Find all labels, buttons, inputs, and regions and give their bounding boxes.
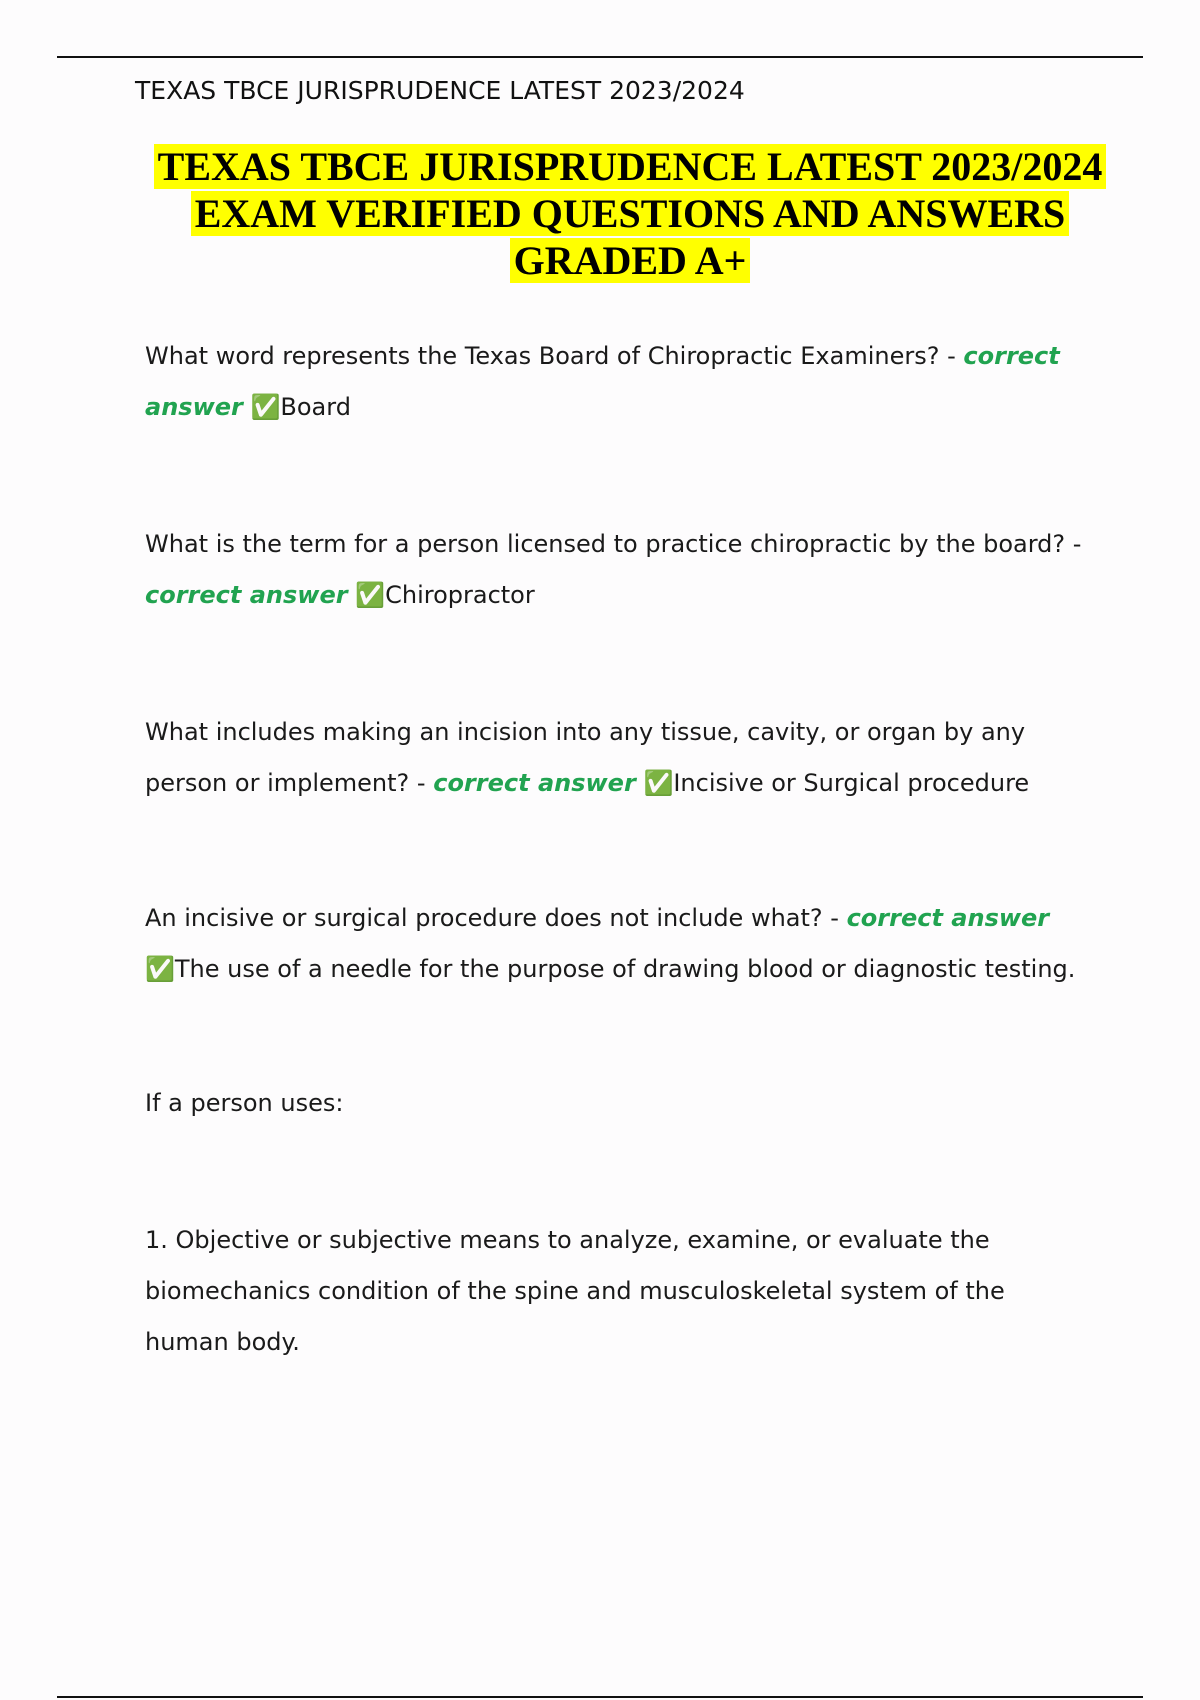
question-text: What includes making an incision into any tissue, cavity, or organ by any person or implement? -	[145, 718, 1026, 797]
qa-item-1	[145, 331, 1095, 433]
answer-text: The use of a needle for the purpose of drawing blood or diagnostic testing.	[174, 955, 1076, 983]
check-icon: ✅	[355, 581, 386, 609]
header-rule	[57, 56, 1143, 58]
document-title	[150, 143, 1110, 284]
question-text: An incisive or surgical procedure does not include what? -	[145, 904, 847, 932]
answer-text: Board	[280, 393, 351, 421]
answer-text: Chiropractor	[385, 581, 535, 609]
correct-answer-marker: correct answer	[145, 342, 1060, 421]
check-icon: ✅	[145, 955, 175, 983]
correct-answer-marker: correct answer	[846, 904, 1050, 932]
paragraph-intro: If a person uses:	[145, 1089, 344, 1117]
correct-answer-marker: correct answer	[145, 581, 348, 609]
check-icon: ✅	[250, 393, 281, 421]
paragraph-numbered-item: 1. Objective or subjective means to analyze, examine, or evaluate the biomechanics condition of the spine and musculoskeletal system of the human body.	[145, 1226, 1005, 1356]
running-header: TEXAS TBCE JURISPRUDENCE LATEST 2023/2024	[135, 76, 745, 105]
document-title-highlight: TEXAS TBCE JURISPRUDENCE LATEST 2023/2024 EXAM VERIFIED QUESTIONS AND ANSWERS GRADED A+	[154, 144, 1107, 283]
qa-item-4	[145, 893, 1095, 995]
question-text: What word represents the Texas Board of Chiropractic Examiners? -	[145, 342, 964, 370]
qa-item-3	[145, 707, 1095, 809]
check-icon: ✅	[643, 769, 674, 797]
question-text: What is the term for a person licensed to practice chiropractic by the board? -	[145, 530, 1082, 558]
answer-text: Incisive or Surgical procedure	[673, 769, 1030, 797]
qa-item-2	[145, 519, 1095, 621]
footer-rule	[57, 1696, 1143, 1698]
correct-answer-marker: correct answer	[433, 769, 636, 797]
